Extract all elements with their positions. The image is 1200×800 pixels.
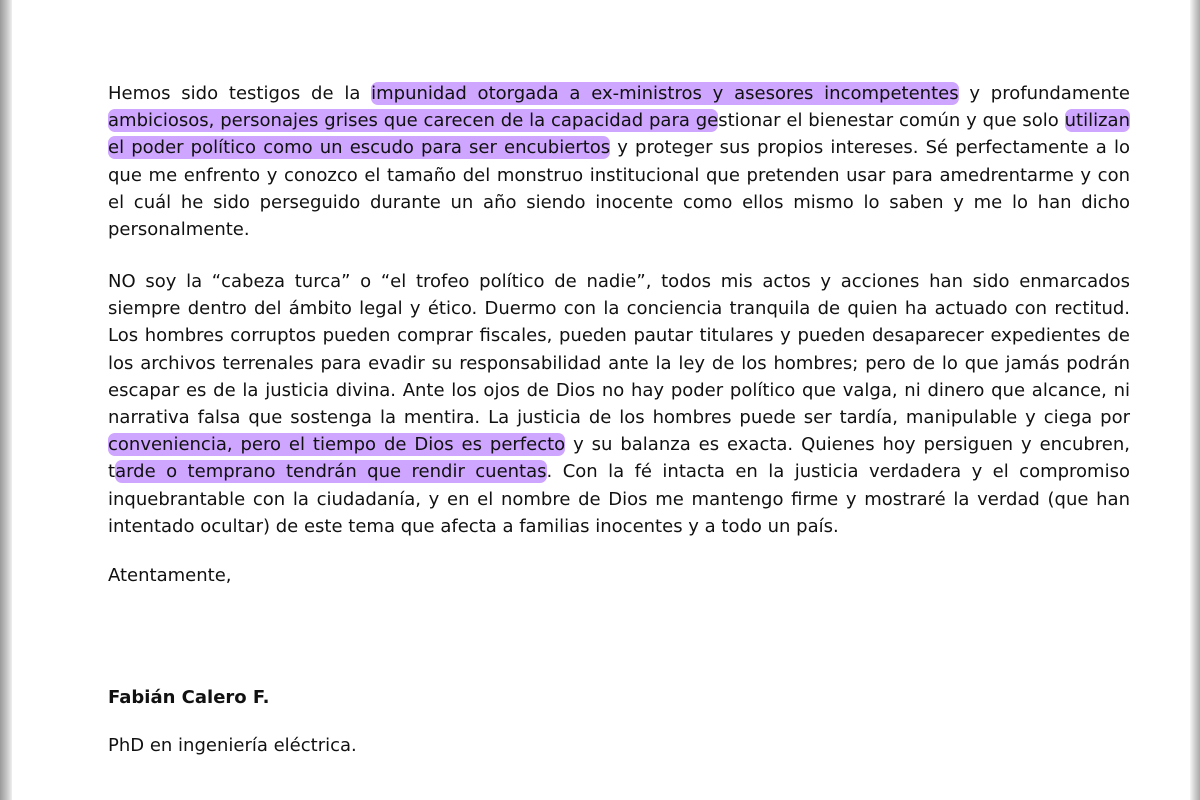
- paragraph-1-text: y proteger sus propios intereses. Sé perfectamente a lo que me enfrento y conozco el tamaño del monstruo institucional que pretenden usar para amedrentarme y con el cuál he sido perseguido durante un año siendo inocente como ellos mismo lo saben y me lo han dicho personalmente.: [108, 137, 1130, 241]
- highlighted-text: impunidad otorgada a ex-ministros y asesores incompetentes: [371, 83, 959, 104]
- paragraph-2: [108, 268, 1130, 540]
- paragraph-2-text: . Con la fé intacta en la justicia verdadera y el compromiso inquebrantable con la ciudadanía, y en el nombre de Dios me mantengo firme y mostraré la verdad (que han intentado ocultar) de este tema que afecta a familias inocentes y a todo un país.: [108, 461, 1130, 537]
- highlighted-text: ambiciosos, personajes grises que carecen de la capacidad para ge: [108, 110, 719, 132]
- paragraph-1-text: y profundamente: [958, 83, 1130, 104]
- page-left-edge-shadow: [0, 0, 12, 800]
- paragraph-1-text: Hemos sido testigos de la: [108, 83, 372, 104]
- paragraph-2-text: NO soy la “cabeza turca” o “el trofeo político de nadie”, todos mis actos y acciones han sido enmarcados siempre dentro del ámbito legal y ético. Duermo con la conciencia tranquila de quien ha actuado con rectitud. Los hombres corruptos pueden comprar fiscales, pueden pautar titulares y pueden desaparecer expedientes de los archivos terrenales para evadir su responsabilidad ante la ley de los hombres; pero de lo que jamás podrán escapar es de la justicia divina. Ante los ojos de Dios no hay poder político que valga, ni dinero que alcance, ni narrativa falsa que sostenga la mentira. La justicia de los hombres puede ser tardía, manipulable y ciega por: [108, 271, 1130, 429]
- paragraph-2-text: y su balanza es exacta. Quienes hoy persiguen y encubren, t: [108, 434, 1130, 483]
- signer-title: PhD en ingeniería eléctrica.: [108, 735, 357, 756]
- highlighted-text: arde o temprano tendrán que rendir cuentas: [115, 461, 547, 483]
- page-right-edge-shadow: [1190, 0, 1200, 800]
- paragraph-1-text: stionar el bienestar común y que solo: [718, 110, 1065, 132]
- signer-name: Fabián Calero F.: [108, 687, 270, 708]
- closing-salutation: Atentamente,: [108, 565, 232, 586]
- highlighted-text: utilizan el poder político como un escudo para ser encubiertos: [108, 110, 1130, 159]
- paragraph-1: [108, 80, 1130, 243]
- highlighted-text: conveniencia, pero el tiempo de Dios es perfecto: [108, 434, 566, 456]
